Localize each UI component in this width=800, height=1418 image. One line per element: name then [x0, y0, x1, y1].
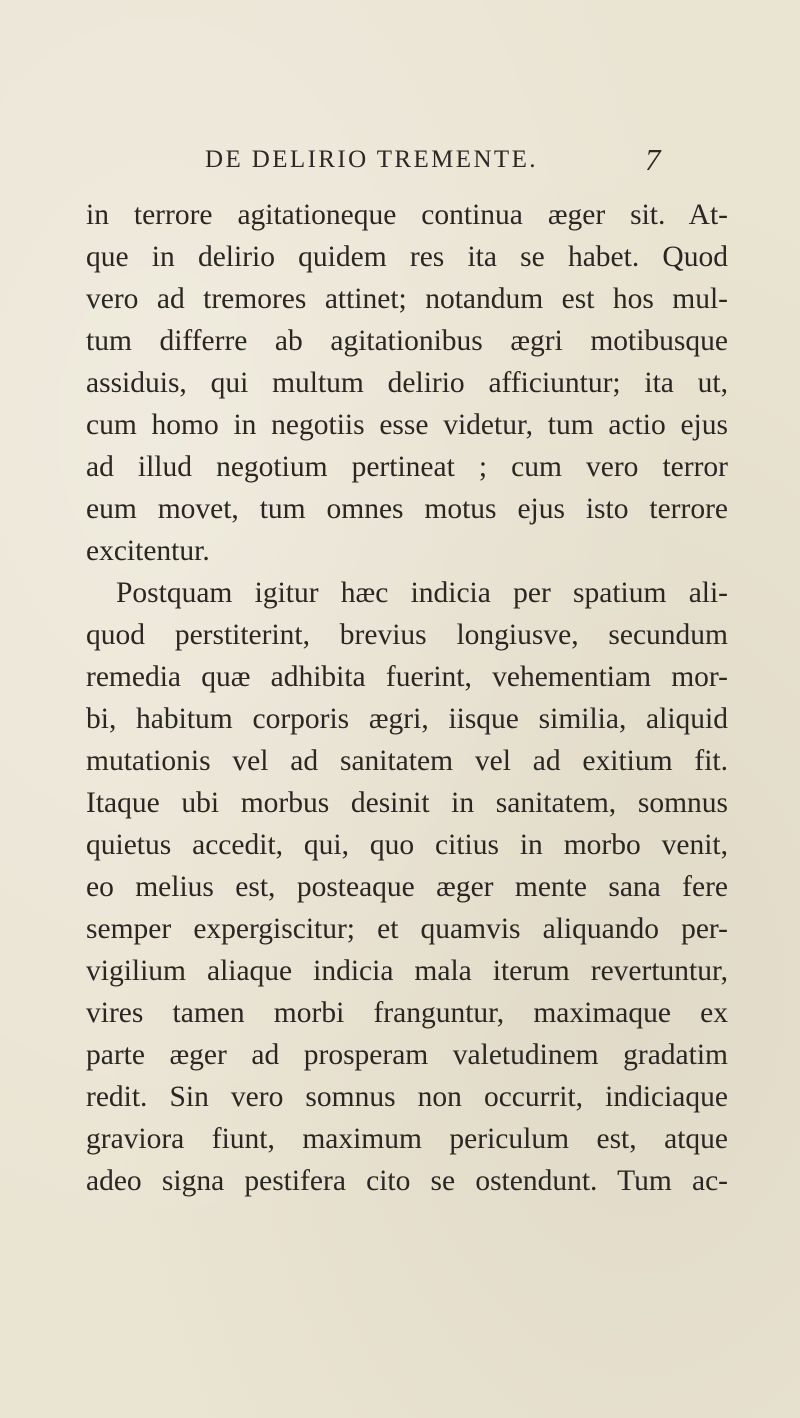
text-line: mutationis vel ad sanitatem vel ad exitium fit.: [86, 745, 728, 777]
text-line: quod perstiterint, brevius longiusve, secundum: [86, 619, 728, 651]
text-line: tum differre ab agitationibus ægri motibusque: [86, 325, 728, 357]
text-line: vero ad tremores attinet; notandum est hos mul-: [86, 283, 728, 315]
text-line: eum movet, tum omnes motus ejus isto terrore: [86, 493, 728, 525]
text-line: quietus accedit, qui, quo citius in morbo venit,: [86, 829, 728, 861]
text-line: Itaque ubi morbus desinit in sanitatem, somnus: [86, 787, 728, 819]
text-line: redit. Sin vero somnus non occurrit, indiciaque: [86, 1081, 728, 1113]
text-line: cum homo in negotiis esse videtur, tum actio ejus: [86, 409, 728, 441]
text-line: ad illud negotium pertineat ; cum vero terror: [86, 451, 728, 483]
body-text: [86, 194, 728, 1202]
text-line: vires tamen morbi franguntur, maximaque ex: [86, 997, 728, 1029]
text-line: remedia quæ adhibita fuerint, vehementiam mor-: [86, 661, 728, 693]
page-number: 7: [645, 142, 661, 177]
text-line: parte æger ad prosperam valetudinem gradatim: [86, 1039, 728, 1071]
running-title: DE DELIRIO TREMENTE.: [205, 146, 538, 173]
text-line: eo melius est, posteaque æger mente sana fere: [86, 871, 728, 903]
paragraph-start-line: Postquam igitur hæc indicia per spatium ali-: [116, 577, 728, 609]
text-line: que in delirio quidem res ita se habet. Quod: [86, 241, 728, 273]
text-line: adeo signa pestifera cito se ostendunt. Tum ac-: [86, 1165, 728, 1197]
text-line: excitentur.: [86, 535, 210, 567]
text-line: assiduis, qui multum delirio afficiuntur; ita ut,: [86, 367, 728, 399]
text-line: graviora fiunt, maximum periculum est, atque: [86, 1123, 728, 1155]
text-line: semper expergiscitur; et quamvis aliquando per-: [86, 913, 728, 945]
text-line: vigilium aliaque indicia mala iterum revertuntur,: [86, 955, 728, 987]
text-line: in terrore agitationeque continua æger sit. At-: [86, 199, 728, 231]
text-line: bi, habitum corporis ægri, iisque similia, aliquid: [86, 703, 728, 735]
